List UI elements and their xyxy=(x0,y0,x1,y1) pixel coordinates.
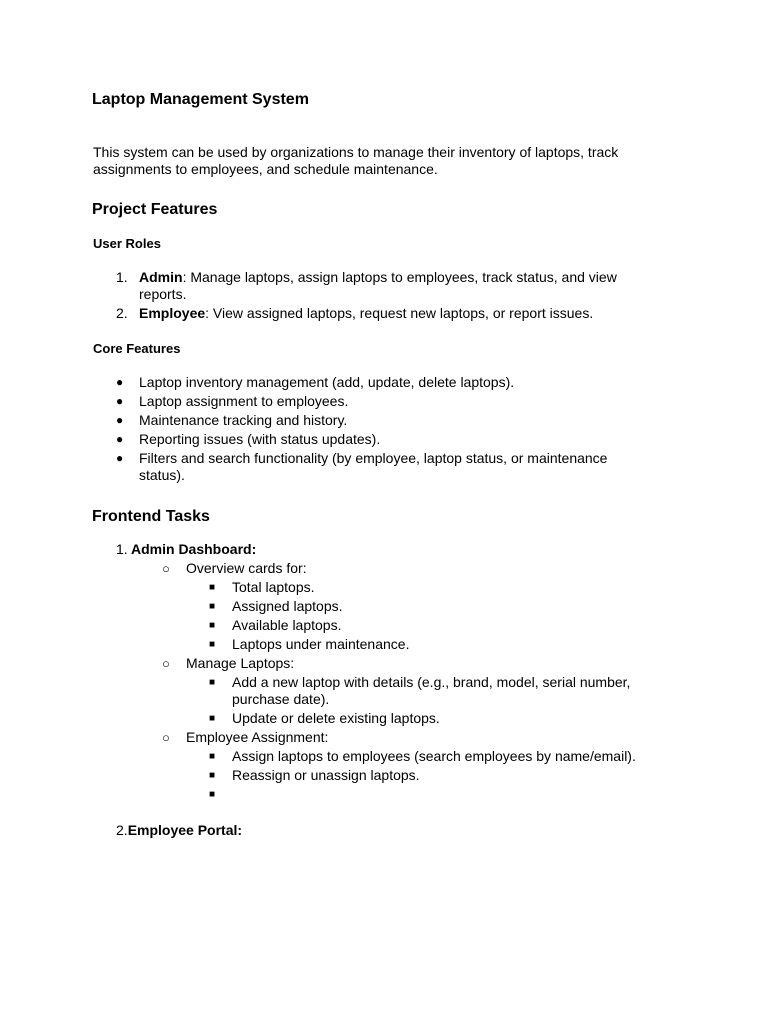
list-item xyxy=(92,374,639,391)
role-desc-employee: : View assigned laptops, request new laptops, or report issues. xyxy=(205,305,594,321)
square-bullet-icon: ■ xyxy=(209,620,216,631)
list-item xyxy=(186,674,642,708)
feature-text: Laptop assignment to employees. xyxy=(139,393,349,409)
item-text: Assigned laptops. xyxy=(232,598,343,614)
circle-bullet-icon: ○ xyxy=(162,561,170,576)
item-text: Laptops under maintenance. xyxy=(232,636,410,652)
task-admin-dashboard xyxy=(116,541,642,803)
square-bullet-icon: ■ xyxy=(209,751,216,762)
role-label-admin: Admin xyxy=(139,269,183,285)
list-item xyxy=(186,636,642,653)
admin-dashboard-sections xyxy=(131,560,642,803)
bullet-icon: ● xyxy=(116,375,124,389)
item-text: Assign laptops to employees (search employees by name/email). xyxy=(232,748,636,764)
project-features-heading: Project Features xyxy=(92,201,218,218)
role-label-employee: Employee xyxy=(139,305,206,321)
item-text: Add a new laptop with details (e.g., brand, model, serial number, purchase date). xyxy=(232,674,631,707)
employee-assignment-list xyxy=(186,748,642,803)
section-label: Manage Laptops: xyxy=(186,655,295,671)
section-employee-assignment xyxy=(131,729,642,803)
feature-text: Reporting issues (with status updates). xyxy=(139,431,381,447)
list-item xyxy=(92,431,639,448)
bullet-icon: ● xyxy=(116,451,124,465)
list-item xyxy=(186,598,642,615)
list-item-employee xyxy=(92,305,639,322)
task-employee-portal xyxy=(116,822,242,839)
list-item-admin xyxy=(92,269,639,303)
square-bullet-icon: ■ xyxy=(209,713,216,724)
item-text: Reassign or unassign laptops. xyxy=(232,767,420,783)
list-item xyxy=(92,393,639,410)
list-item xyxy=(92,412,639,429)
section-manage-laptops xyxy=(131,655,642,727)
list-item xyxy=(92,450,639,484)
item-text: Update or delete existing laptops. xyxy=(232,710,440,726)
user-roles-list xyxy=(92,269,639,324)
feature-text: Filters and search functionality (by employee, laptop status, or maintenance status). xyxy=(139,450,608,483)
list-item-empty xyxy=(186,786,642,803)
document-title: Laptop Management System xyxy=(92,91,309,108)
square-bullet-icon: ■ xyxy=(209,789,216,800)
section-label: Overview cards for: xyxy=(186,560,307,576)
list-number: 2. xyxy=(116,822,128,838)
task-label: Employee Portal: xyxy=(127,822,243,838)
role-desc-admin: : Manage laptops, assign laptops to employees, track status, and view reports. xyxy=(139,269,617,302)
task-label: Admin Dashboard: xyxy=(131,541,257,557)
intro-paragraph: This system can be used by organizations to manage their inventory of laptops, track assignments to employees, and schedule maintenance. xyxy=(93,144,619,177)
list-item xyxy=(186,767,642,784)
square-bullet-icon: ■ xyxy=(209,770,216,781)
item-text: Available laptops. xyxy=(232,617,342,633)
section-label: Employee Assignment: xyxy=(186,729,329,745)
core-features-list xyxy=(92,374,639,486)
square-bullet-icon: ■ xyxy=(209,639,216,650)
bullet-icon: ● xyxy=(116,394,124,408)
user-roles-heading: User Roles xyxy=(93,236,161,251)
section-overview-cards xyxy=(131,560,642,653)
frontend-tasks-heading: Frontend Tasks xyxy=(92,508,210,525)
square-bullet-icon: ■ xyxy=(209,601,216,612)
list-number: 1. xyxy=(116,269,128,285)
bullet-icon: ● xyxy=(116,432,124,446)
list-item xyxy=(186,617,642,634)
list-item xyxy=(186,748,642,765)
circle-bullet-icon: ○ xyxy=(162,730,170,745)
feature-text: Laptop inventory management (add, update, delete laptops). xyxy=(139,374,515,390)
frontend-tasks-list xyxy=(116,541,642,805)
list-item xyxy=(186,579,642,596)
overview-cards-list xyxy=(186,579,642,653)
manage-laptops-list xyxy=(186,674,642,727)
core-features-heading: Core Features xyxy=(93,341,181,356)
list-number: 2. xyxy=(116,305,128,321)
bullet-icon: ● xyxy=(116,413,124,427)
square-bullet-icon: ■ xyxy=(209,582,216,593)
list-number: 1. xyxy=(116,541,128,557)
feature-text: Maintenance tracking and history. xyxy=(139,412,348,428)
square-bullet-icon: ■ xyxy=(209,677,216,688)
item-text: Total laptops. xyxy=(232,579,315,595)
circle-bullet-icon: ○ xyxy=(162,656,170,671)
list-item xyxy=(186,710,642,727)
